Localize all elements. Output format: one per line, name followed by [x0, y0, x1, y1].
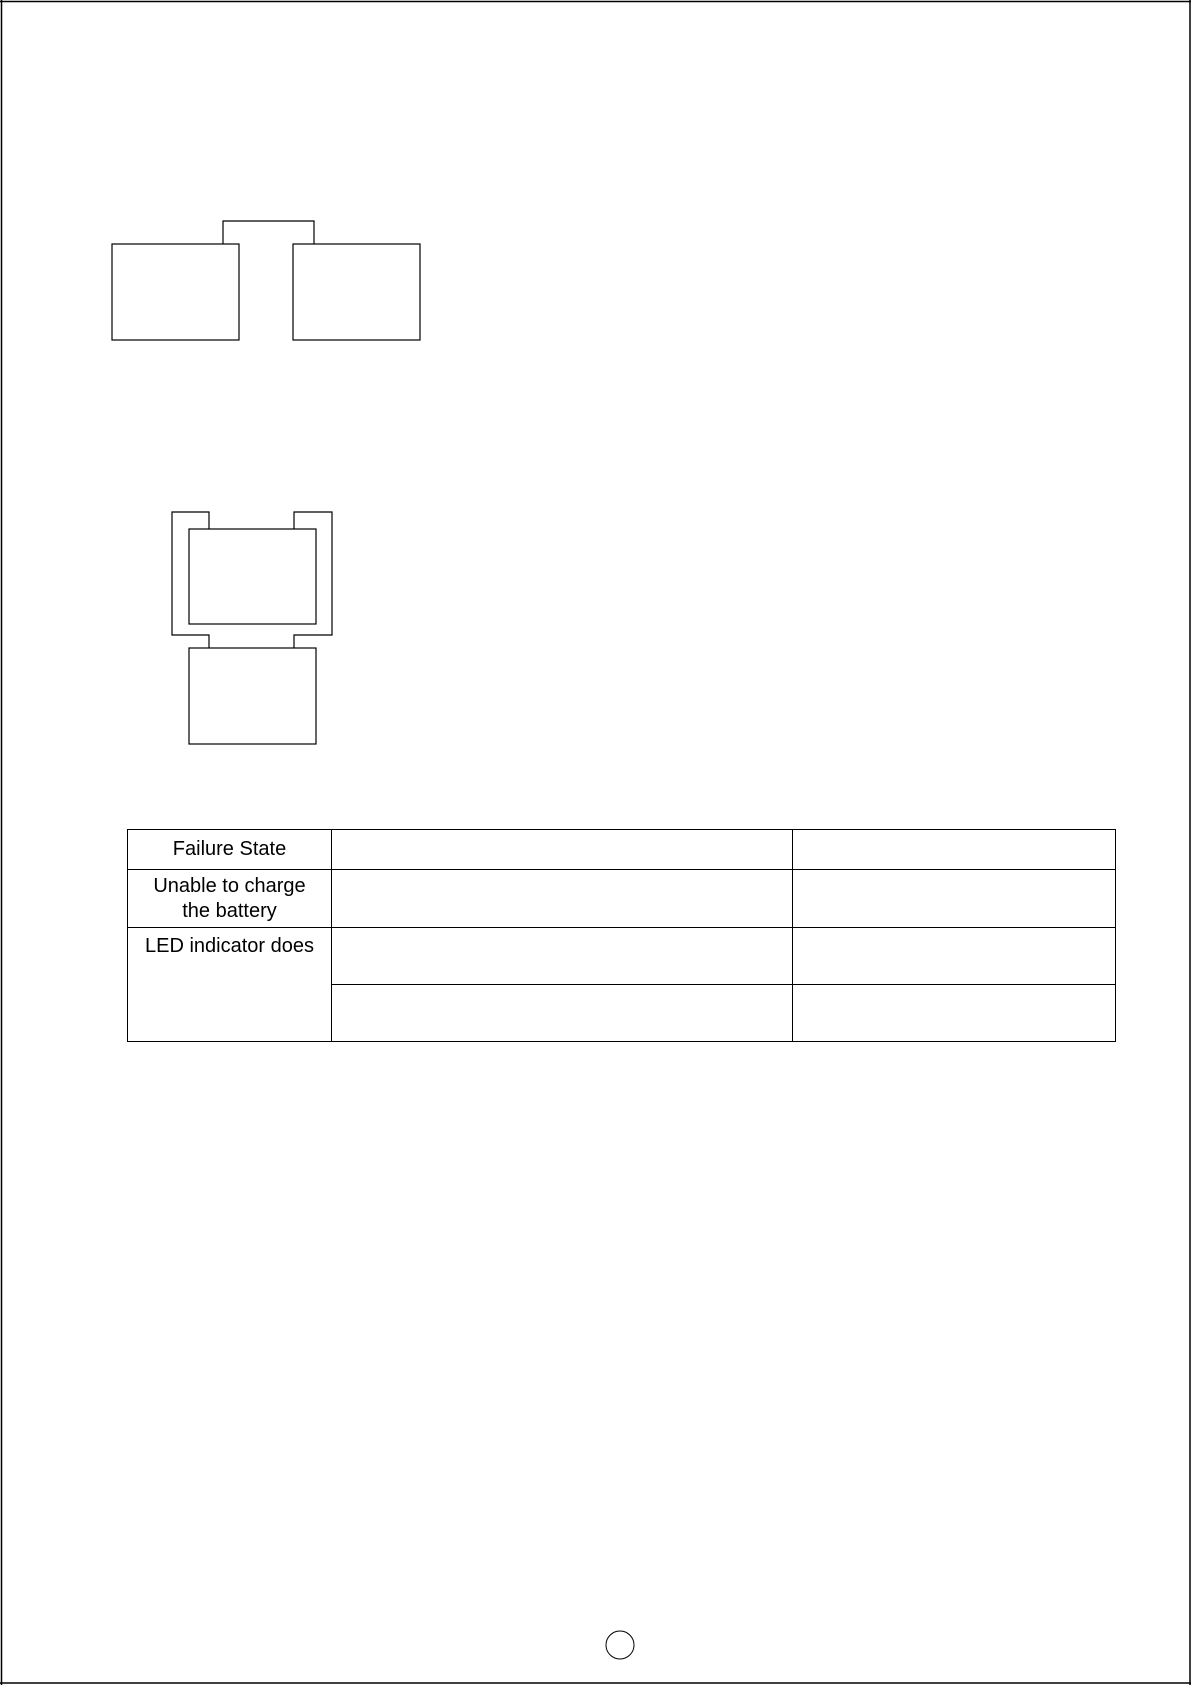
- series-connection-diagram: [112, 221, 420, 340]
- failure-state-line1: LED indicator does: [145, 935, 314, 957]
- troubleshooting-table: [127, 829, 1116, 1042]
- cause-cell: [332, 928, 793, 985]
- failure-state-cell: [128, 928, 332, 1042]
- battery-upper: [189, 529, 316, 624]
- cause-cell: [332, 985, 793, 1042]
- connector-wire-left: [172, 512, 209, 648]
- battery-lower: [189, 648, 316, 744]
- connector-wire-right: [294, 512, 332, 648]
- remedy-cell: [793, 870, 1116, 928]
- failure-state-cell: [128, 870, 332, 928]
- battery-right: [293, 244, 420, 340]
- table-row: [128, 928, 1116, 985]
- header-failure-state: Failure State: [128, 830, 332, 870]
- table-row: [128, 870, 1116, 928]
- failure-state-line1: Unable to charge: [153, 874, 306, 897]
- header-remedy: [793, 830, 1116, 870]
- page-number-circle: [606, 1631, 634, 1659]
- failure-state-line2: the battery: [182, 899, 277, 922]
- header-cause: [332, 830, 793, 870]
- connector-wire: [223, 221, 314, 244]
- cause-cell: [332, 870, 793, 928]
- battery-left: [112, 244, 239, 340]
- table-header-row: [128, 830, 1116, 870]
- remedy-cell: [793, 985, 1116, 1042]
- remedy-cell: [793, 928, 1116, 985]
- parallel-connection-diagram: [172, 512, 332, 744]
